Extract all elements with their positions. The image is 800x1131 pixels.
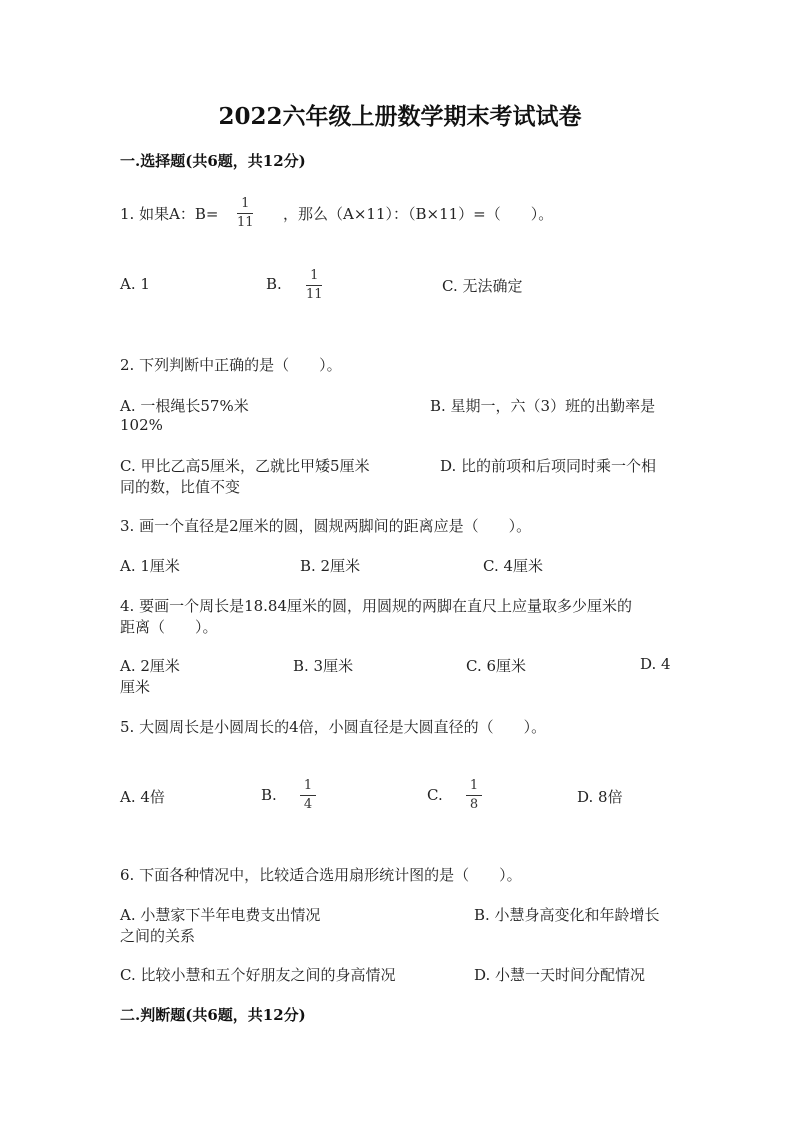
question-1-option-b-fraction	[306, 269, 323, 302]
question-3-text: 3. 画一个直径是2厘米的圆，圆规两脚间的距离应是（ ）。	[120, 517, 532, 535]
question-2-option-a: A. 一根绳长57%米	[120, 397, 249, 415]
question-3-option-c: C. 4厘米	[483, 557, 544, 575]
question-2-option-d-continued: 同的数，比值不变	[120, 478, 241, 496]
question-4-option-d-continued: 厘米	[120, 678, 151, 696]
fraction-numerator: 1	[310, 268, 319, 283]
question-1-option-a: A. 1	[120, 275, 150, 293]
question-1-option-c: C. 无法确定	[442, 277, 523, 295]
fraction-bar	[300, 795, 316, 796]
question-5-option-c-fraction	[466, 779, 482, 812]
question-4-text-continued: 距离（ ）。	[120, 618, 218, 636]
question-5-text: 5. 大圆周长是小圆周长的4倍，小圆直径是大圆直径的（ ）。	[120, 718, 547, 736]
question-6-option-d: D. 小慧一天时间分配情况	[474, 966, 646, 984]
question-1-fraction	[237, 197, 254, 230]
question-4-option-a: A. 2厘米	[120, 657, 180, 675]
fraction-denominator: 8	[469, 797, 479, 812]
question-2-option-c: C. 甲比乙高5厘米，乙就比甲矮5厘米	[120, 457, 370, 475]
question-2-option-b-continued: 102%	[120, 416, 163, 434]
fraction-numerator: 1	[241, 196, 250, 211]
question-6-option-b-continued: 之间的关系	[120, 927, 196, 945]
question-6-option-b: B. 小慧身高变化和年龄增长	[474, 906, 660, 924]
question-3-option-a: A. 1厘米	[120, 557, 180, 575]
fraction-denominator: 11	[237, 215, 254, 230]
question-2-option-b: B. 星期一，六（3）班的出勤率是	[430, 397, 656, 415]
question-6-option-a: A. 小慧家下半年电费支出情况	[120, 906, 321, 924]
question-1-suffix: ，那么（A×11）：（B×11）=（ ）。	[283, 205, 554, 223]
question-5-option-b-fraction	[300, 779, 316, 812]
question-6-option-c: C. 比较小慧和五个好朋友之间的身高情况	[120, 966, 396, 984]
fraction-denominator: 11	[306, 287, 323, 302]
question-5-option-c-label: C.	[427, 786, 443, 804]
question-4-option-b: B. 3厘米	[293, 657, 354, 675]
question-5-option-a: A. 4倍	[120, 788, 165, 806]
question-6-text: 6. 下面各种情况中，比较适合选用扇形统计图的是（ ）。	[120, 866, 522, 884]
fraction-bar	[306, 285, 322, 286]
question-2-option-d: D. 比的前项和后项同时乘一个相	[440, 457, 657, 475]
fraction-bar	[466, 795, 482, 796]
fraction-denominator: 4	[303, 797, 313, 812]
question-1-option-b-label: B.	[266, 275, 282, 293]
question-4-text: 4. 要画一个周长是18.84厘米的圆，用圆规的两脚在直尺上应量取多少厘米的	[120, 597, 633, 615]
section-heading-choice: 一.选择题(共6题，共12分)	[120, 152, 306, 170]
question-4-option-d: D. 4	[640, 655, 671, 673]
question-5-option-b-label: B.	[261, 786, 277, 804]
question-3-option-b: B. 2厘米	[300, 557, 361, 575]
fraction-numerator: 1	[303, 778, 313, 793]
question-5-option-d: D. 8倍	[577, 788, 623, 806]
fraction-numerator: 1	[469, 778, 479, 793]
section-heading-judgement: 二.判断题(共6题，共12分)	[120, 1006, 306, 1024]
fraction-bar	[237, 213, 253, 214]
question-4-option-c: C. 6厘米	[466, 657, 527, 675]
question-1-prefix: 1. 如果A：B=	[120, 205, 219, 223]
page-title: 2022六年级上册数学期末考试试卷	[218, 103, 582, 130]
question-2-text: 2. 下列判断中正确的是（ ）。	[120, 356, 342, 374]
